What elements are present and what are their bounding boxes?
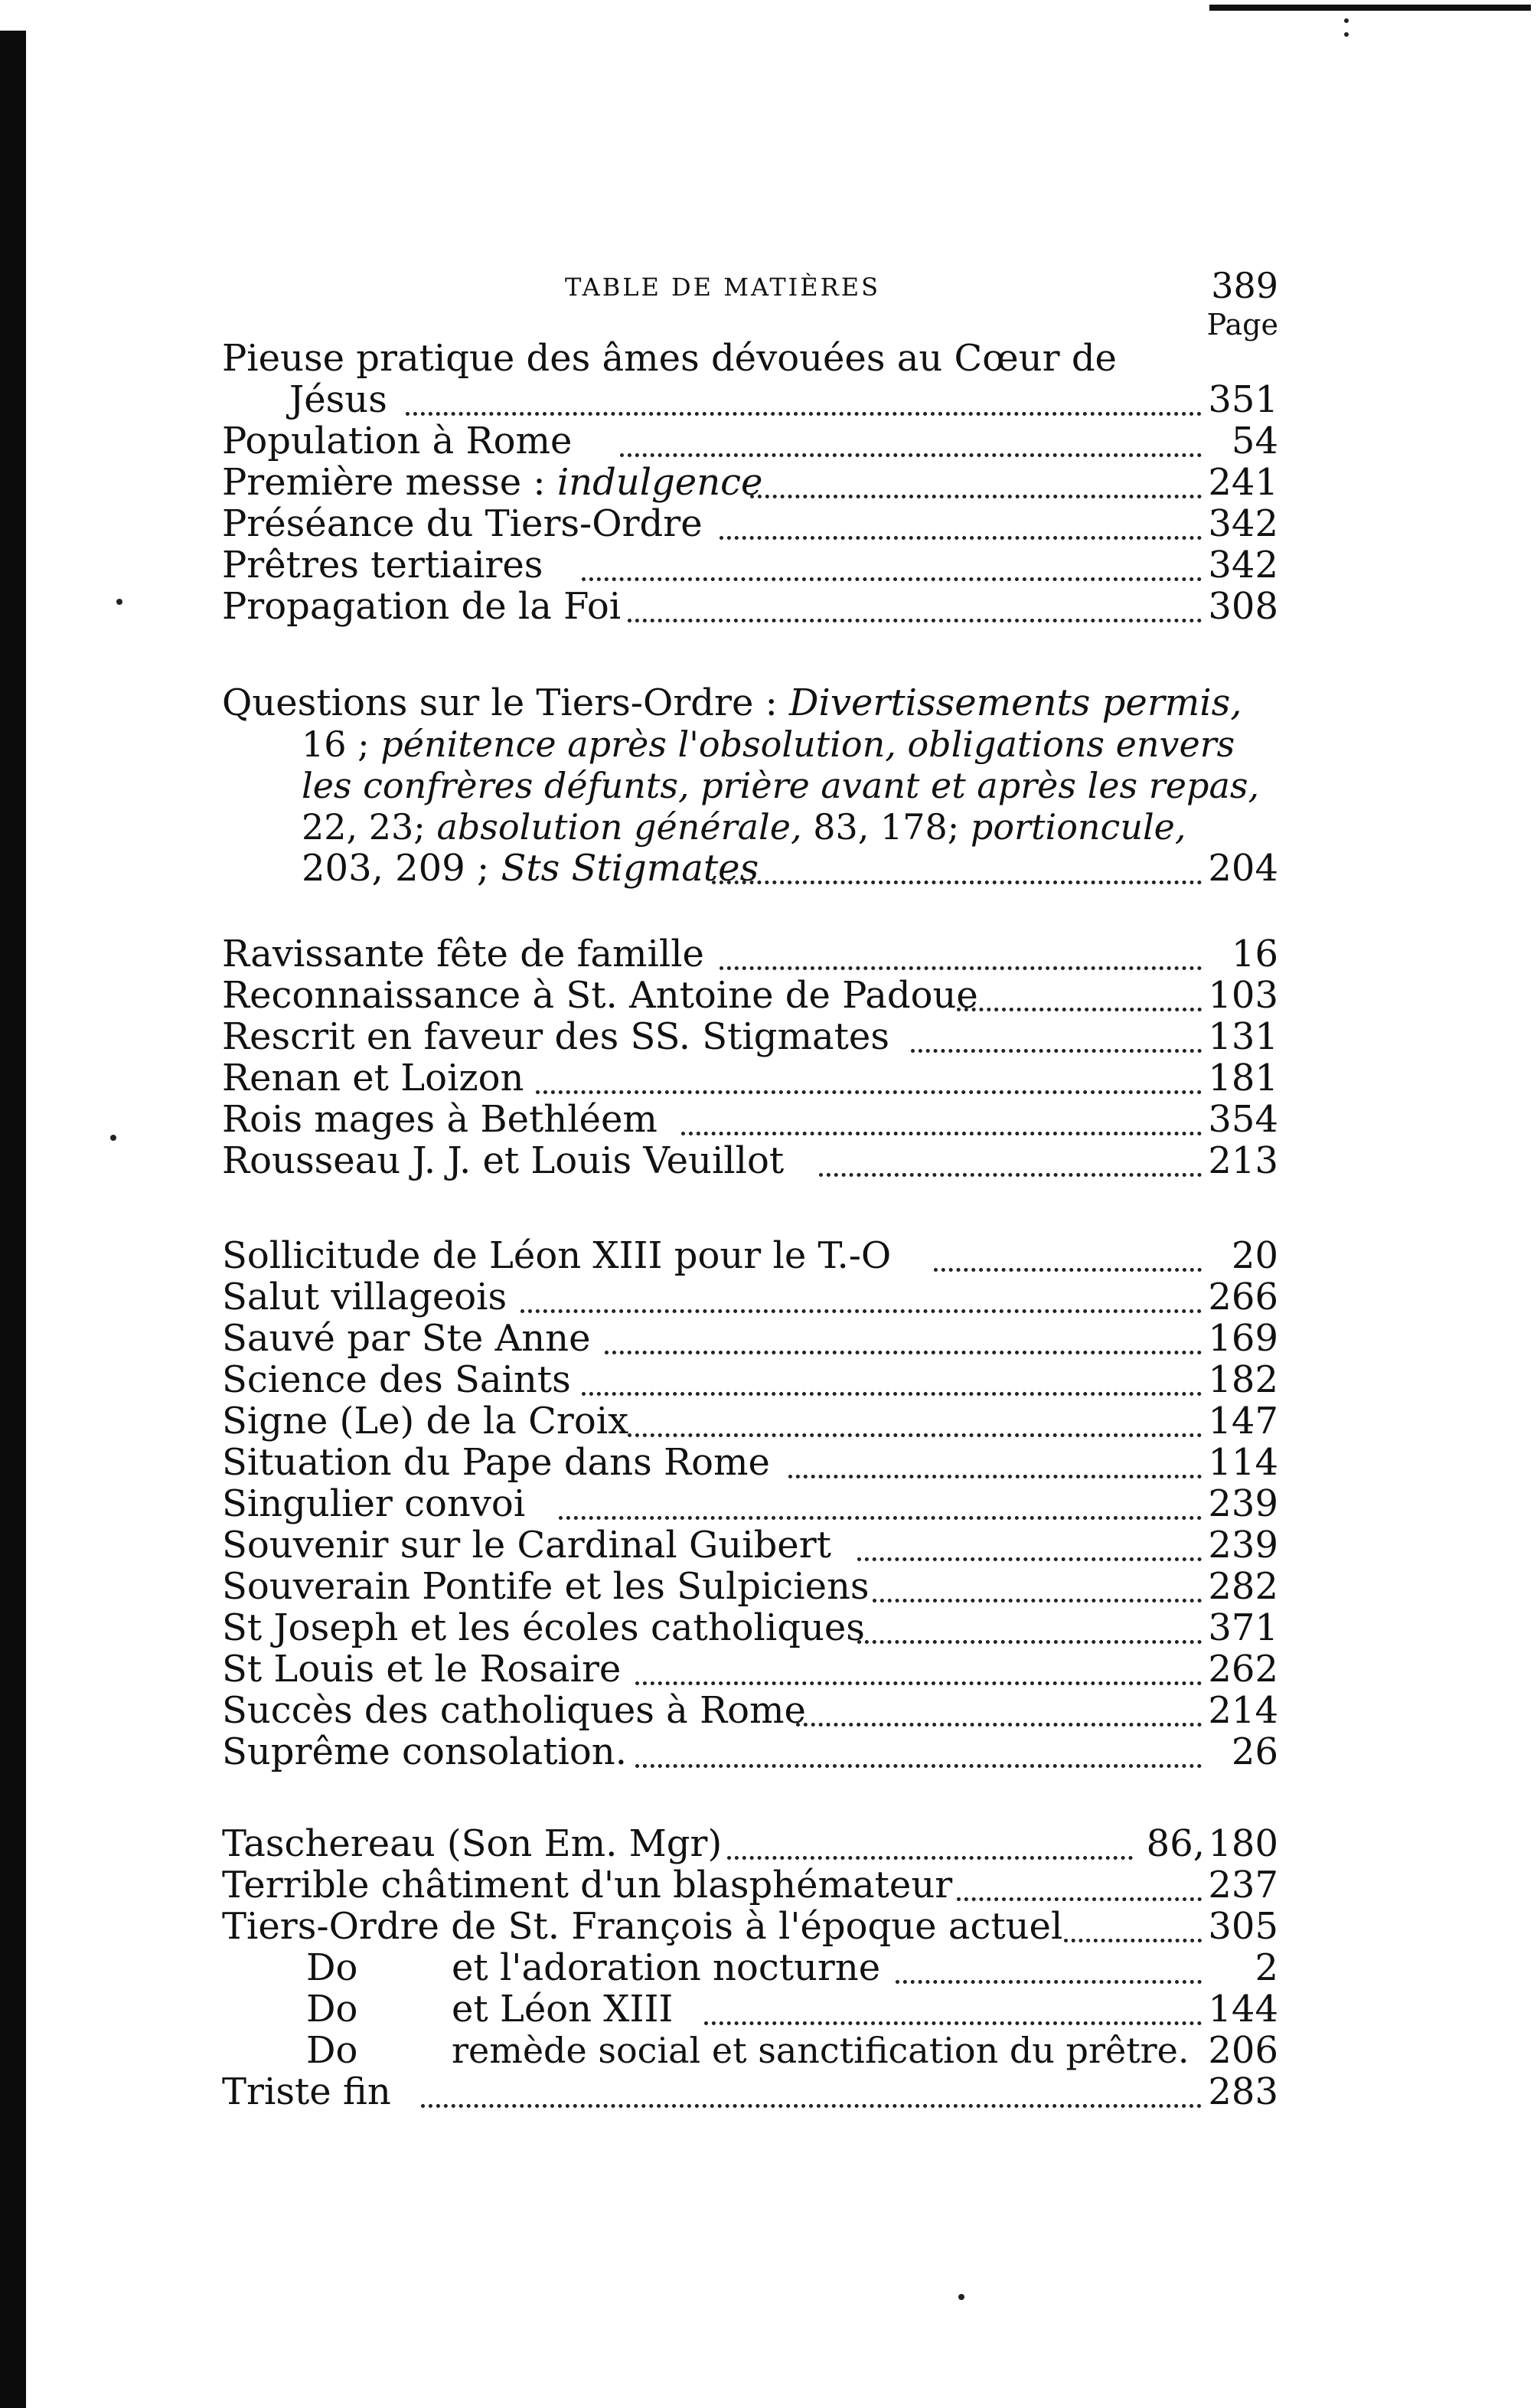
leader-dots <box>750 495 1202 498</box>
leader-dots <box>720 536 1202 540</box>
questions-line: les confrères défunts, prière avant et après les repas, <box>302 765 1260 806</box>
toc-entry-label: Sollicitude de Léon XIII pour le T.-O <box>222 1234 892 1277</box>
toc-entry <box>222 933 1278 975</box>
leader-dots <box>559 1516 1202 1520</box>
toc-entry <box>222 461 1278 504</box>
toc-entry-label: 203, 209 ; Sts Stigmates <box>302 847 759 890</box>
toc-entry-page: 54 <box>1231 420 1278 462</box>
toc-entry-label: Triste fin <box>222 2070 391 2113</box>
toc-entry-page: 86, <box>1146 1822 1205 1865</box>
toc-entry-label: St Joseph et les écoles catholiques <box>222 1606 865 1649</box>
toc-entry-page: 180 <box>1208 1822 1278 1865</box>
toc-entry <box>222 1057 1278 1099</box>
toc-entry <box>222 1565 1278 1608</box>
leader-dots <box>536 1090 1202 1094</box>
toc-entry-page: 204 <box>1208 847 1278 890</box>
leader-dots <box>635 1681 1202 1685</box>
leader-dots <box>957 1897 1202 1901</box>
toc-entry-label: Salut villageois <box>222 1276 507 1318</box>
leader-dots <box>857 1640 1202 1644</box>
toc-entry-page: 241 <box>1208 461 1278 504</box>
toc-entry <box>222 378 1278 421</box>
toc-entry <box>222 1822 1278 1865</box>
toc-entry-page: 371 <box>1208 1606 1278 1649</box>
toc-entry <box>222 2070 1278 2113</box>
toc-entry-page: 181 <box>1208 1057 1278 1099</box>
speck-mark <box>958 2294 964 2300</box>
toc-entry <box>222 1482 1278 1525</box>
toc-entry-page: 342 <box>1208 502 1278 545</box>
toc-entry-page: 262 <box>1208 1648 1278 1691</box>
leader-dots <box>857 1557 1202 1561</box>
leader-dots <box>582 1392 1202 1396</box>
toc-entry-page: 103 <box>1208 974 1278 1017</box>
toc-entry <box>222 1317 1278 1360</box>
toc-entry-label: remède social et sanctification du prêtre. <box>452 2030 1189 2071</box>
toc-entry-page: 305 <box>1208 1905 1278 1948</box>
toc-entry <box>222 1358 1278 1401</box>
toc-entry <box>222 1988 1278 2031</box>
leader-dots <box>605 1351 1202 1354</box>
leader-dots <box>582 577 1202 581</box>
leader-dots <box>421 2104 1202 2108</box>
toc-entry-label: Pieuse pratique des âmes dévouées au Cœur de <box>222 337 1117 380</box>
toc-entry <box>222 1234 1278 1277</box>
toc-entry-label: Reconnaissance à St. Antoine de Padoue <box>222 974 978 1017</box>
toc-entry-label: Ravissante fête de famille <box>222 933 704 975</box>
toc-entry <box>222 974 1278 1017</box>
leader-dots <box>911 1049 1202 1053</box>
page-binding-edge <box>0 31 26 2408</box>
toc-entry-page: 239 <box>1208 1524 1278 1567</box>
toc-entry-label: Sauvé par Ste Anne <box>222 1317 591 1360</box>
toc-entry-page: 144 <box>1208 1988 1278 2031</box>
toc-entry <box>222 1441 1278 1484</box>
speck-mark <box>110 1135 116 1141</box>
speck-mark <box>1344 32 1349 37</box>
leader-dots <box>681 1132 1202 1135</box>
toc-entry-page: 342 <box>1208 544 1278 586</box>
toc-entry-label: St Louis et le Rosaire <box>222 1648 622 1691</box>
leader-dots <box>873 1599 1202 1603</box>
top-rule <box>1209 5 1531 11</box>
leader-dots <box>406 412 1202 416</box>
toc-entry <box>222 1276 1278 1318</box>
ditto-mark: Do <box>306 1946 358 1989</box>
toc-entry-page: 214 <box>1208 1689 1278 1732</box>
toc-entry-label: Souverain Pontife et les Sulpiciens <box>222 1565 870 1608</box>
toc-entry-label: Jésus <box>289 378 387 421</box>
toc-entry <box>222 502 1278 545</box>
toc-entry-label: Préséance du Tiers-Ordre <box>222 502 703 545</box>
toc-entry-label: Renan et Loizon <box>222 1057 524 1099</box>
toc-entry-label: Terrible châtiment d'un blasphémateur <box>222 1864 953 1906</box>
toc-entry <box>222 1689 1278 1732</box>
toc-entry-page: 308 <box>1208 585 1278 628</box>
toc-entry <box>222 1730 1278 1773</box>
questions-line: 22, 23; absolution générale, 83, 178; portioncule, <box>302 806 1186 848</box>
toc-entry-label: Rois mages à Bethléem <box>222 1098 658 1141</box>
toc-entry <box>222 1864 1278 1906</box>
leader-dots <box>796 1723 1202 1727</box>
toc-entry <box>222 847 1278 890</box>
toc-entry-label: Signe (Le) de la Croix <box>222 1400 629 1443</box>
toc-entry <box>222 420 1278 462</box>
toc-entry-label: Prêtres tertiaires <box>222 544 543 586</box>
toc-entry-page: 147 <box>1208 1400 1278 1443</box>
leader-dots <box>635 1764 1202 1768</box>
toc-entry-label: Tiers-Ordre de St. François à l'époque actuel <box>222 1905 1063 1948</box>
toc-entry-page: 206 <box>1208 2029 1278 2072</box>
toc-entry-page: 26 <box>1231 1730 1278 1773</box>
leader-dots <box>620 453 1202 457</box>
toc-entry <box>222 1648 1278 1691</box>
toc-entry-label: et l'adoration nocturne <box>452 1946 881 1989</box>
toc-entry-page: 131 <box>1208 1015 1278 1058</box>
toc-entry-page: 20 <box>1231 1234 1278 1277</box>
toc-entry <box>222 585 1278 628</box>
toc-entry-label: Première messe : indulgence <box>222 461 763 504</box>
ditto-mark: Do <box>306 2029 358 2072</box>
toc-entry <box>222 544 1278 586</box>
questions-line: Questions sur le Tiers-Ordre : Divertissements permis, <box>222 681 1242 724</box>
page-column-label: Page <box>1206 308 1278 341</box>
toc-entry-label: Succès des catholiques à Rome <box>222 1689 806 1732</box>
leader-dots <box>934 1268 1202 1272</box>
header-title: TABLE DE MATIÈRES <box>565 273 881 302</box>
toc-entry-page: 114 <box>1208 1441 1278 1484</box>
toc-entry <box>222 1098 1278 1141</box>
toc-entry-page: 239 <box>1208 1482 1278 1525</box>
toc-entry-label: Singulier convoi <box>222 1482 526 1525</box>
toc-entry <box>222 1400 1278 1443</box>
leader-dots <box>788 1475 1202 1478</box>
leader-dots <box>520 1309 1202 1313</box>
leader-dots <box>727 1856 1133 1860</box>
toc-entry <box>222 1139 1278 1182</box>
leader-dots <box>628 1433 1202 1437</box>
toc-entry-label: Rescrit en faveur des SS. Stigmates <box>222 1015 889 1058</box>
toc-entry-label: Souvenir sur le Cardinal Guibert <box>222 1524 831 1567</box>
leader-dots <box>957 1008 1202 1011</box>
header-page-number: 389 <box>1211 265 1278 306</box>
toc-entry-label: Taschereau (Son Em. Mgr) <box>222 1822 723 1865</box>
speck-mark <box>116 599 122 605</box>
leader-dots <box>720 966 1202 970</box>
toc-entry-label: Propagation de la Foi <box>222 585 622 628</box>
toc-entry-label: Rousseau J. J. et Louis Veuillot <box>222 1139 785 1182</box>
toc-entry-page: 283 <box>1208 2070 1278 2113</box>
toc-entry <box>222 1606 1278 1649</box>
toc-entry-page: 266 <box>1208 1276 1278 1318</box>
toc-entry-page: 237 <box>1208 1864 1278 1906</box>
toc-entry <box>222 1524 1278 1567</box>
toc-entry <box>222 1015 1278 1058</box>
speck-mark <box>1344 18 1349 23</box>
leader-dots <box>819 1173 1202 1177</box>
toc-entry-page: 182 <box>1208 1358 1278 1401</box>
leader-dots <box>704 2021 1202 2025</box>
toc-entry-page: 354 <box>1208 1098 1278 1141</box>
questions-line: 16 ; pénitence après l'obsolution, obligations envers <box>302 724 1235 765</box>
toc-entry-label: et Léon XIII <box>452 1988 674 2031</box>
toc-entry <box>222 1946 1278 1989</box>
toc-entry-label: Population à Rome <box>222 420 573 462</box>
toc-entry-page: 169 <box>1208 1317 1278 1360</box>
running-header <box>222 265 1278 341</box>
toc-entry-page: 213 <box>1208 1139 1278 1182</box>
toc-entry <box>222 1905 1278 1948</box>
toc-entry-page: 282 <box>1208 1565 1278 1608</box>
toc-entry-page: 351 <box>1208 378 1278 421</box>
toc-entry-label: Suprême consolation. <box>222 1730 627 1773</box>
leader-dots <box>1064 1939 1202 1942</box>
leader-dots <box>712 881 1202 884</box>
leader-dots <box>896 1980 1202 1984</box>
ditto-mark: Do <box>306 1988 358 2031</box>
toc-entry-label: Science des Saints <box>222 1358 571 1401</box>
toc-entry-page: 2 <box>1255 1946 1278 1989</box>
leader-dots <box>628 619 1202 622</box>
toc-entry-label: Situation du Pape dans Rome <box>222 1441 770 1484</box>
toc-entry <box>222 2029 1278 2072</box>
toc-entry-page: 16 <box>1231 933 1278 975</box>
